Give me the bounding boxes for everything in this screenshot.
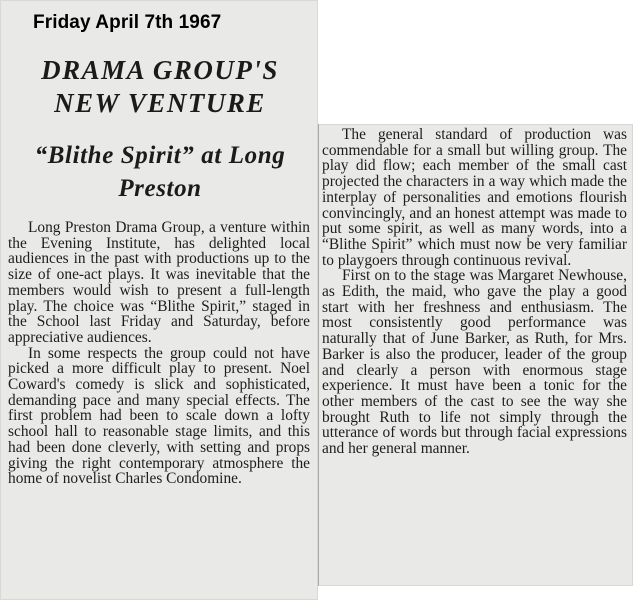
- article-column-left: [8, 220, 310, 487]
- headline: DRAMA GROUP'S NEW VENTURE: [41, 55, 279, 118]
- article-paragraph: In some respects the group could not have picked a more difficult play to present. Noel Coward's comedy is slick and sophisticated, demanding pace and many special effects. The first problem had been to scale down a lofty school hall to reasonable stage limits, and this had been done cleverly, with setting and props giving the right contemporary atmosphere the home of novelist Charles Condomine.: [8, 344, 310, 488]
- column-divider: [318, 124, 319, 586]
- publication-date: Friday April 7th 1967: [33, 12, 222, 33]
- article-column-right: [322, 127, 627, 457]
- subheadline: “Blithe Spirit” at Long Preston: [34, 142, 286, 202]
- article-paragraph: Long Preston Drama Group, a venture within the Evening Institute, has delighted local audiences in the past with productions up to the size of one-act plays. It was inevitable that the members would wish to present a full-length play. The choice was “Blithe Spirit,” staged in the School last Friday and Saturday, before appreciative audiences.: [8, 219, 310, 346]
- article-paragraph: The general standard of production was commendable for a small but willing group. The play did flow; each member of the small cast projected the characters in a way which made the interplay of personalities and emotions flourish convincingly, and an honest attempt was made to put some spirit, as well as many words, into a “Blithe Spirit” which must now be very familiar to playgoers through continuous revival.: [322, 126, 627, 269]
- article-paragraph: First on to the stage was Margaret Newhouse, as Edith, the maid, who gave the play a good start with her freshness and enthusiasm. The most consistently good performance was naturally that of June Barker, as Ruth, for Mrs. Barker is also the producer, leader of the group and clearly a person with enormous stage experience. It must have been a tonic for the other members of the cast to see the way she brought Ruth to life not simply through the utterance of words but through facial expressions and her general manner.: [322, 267, 627, 458]
